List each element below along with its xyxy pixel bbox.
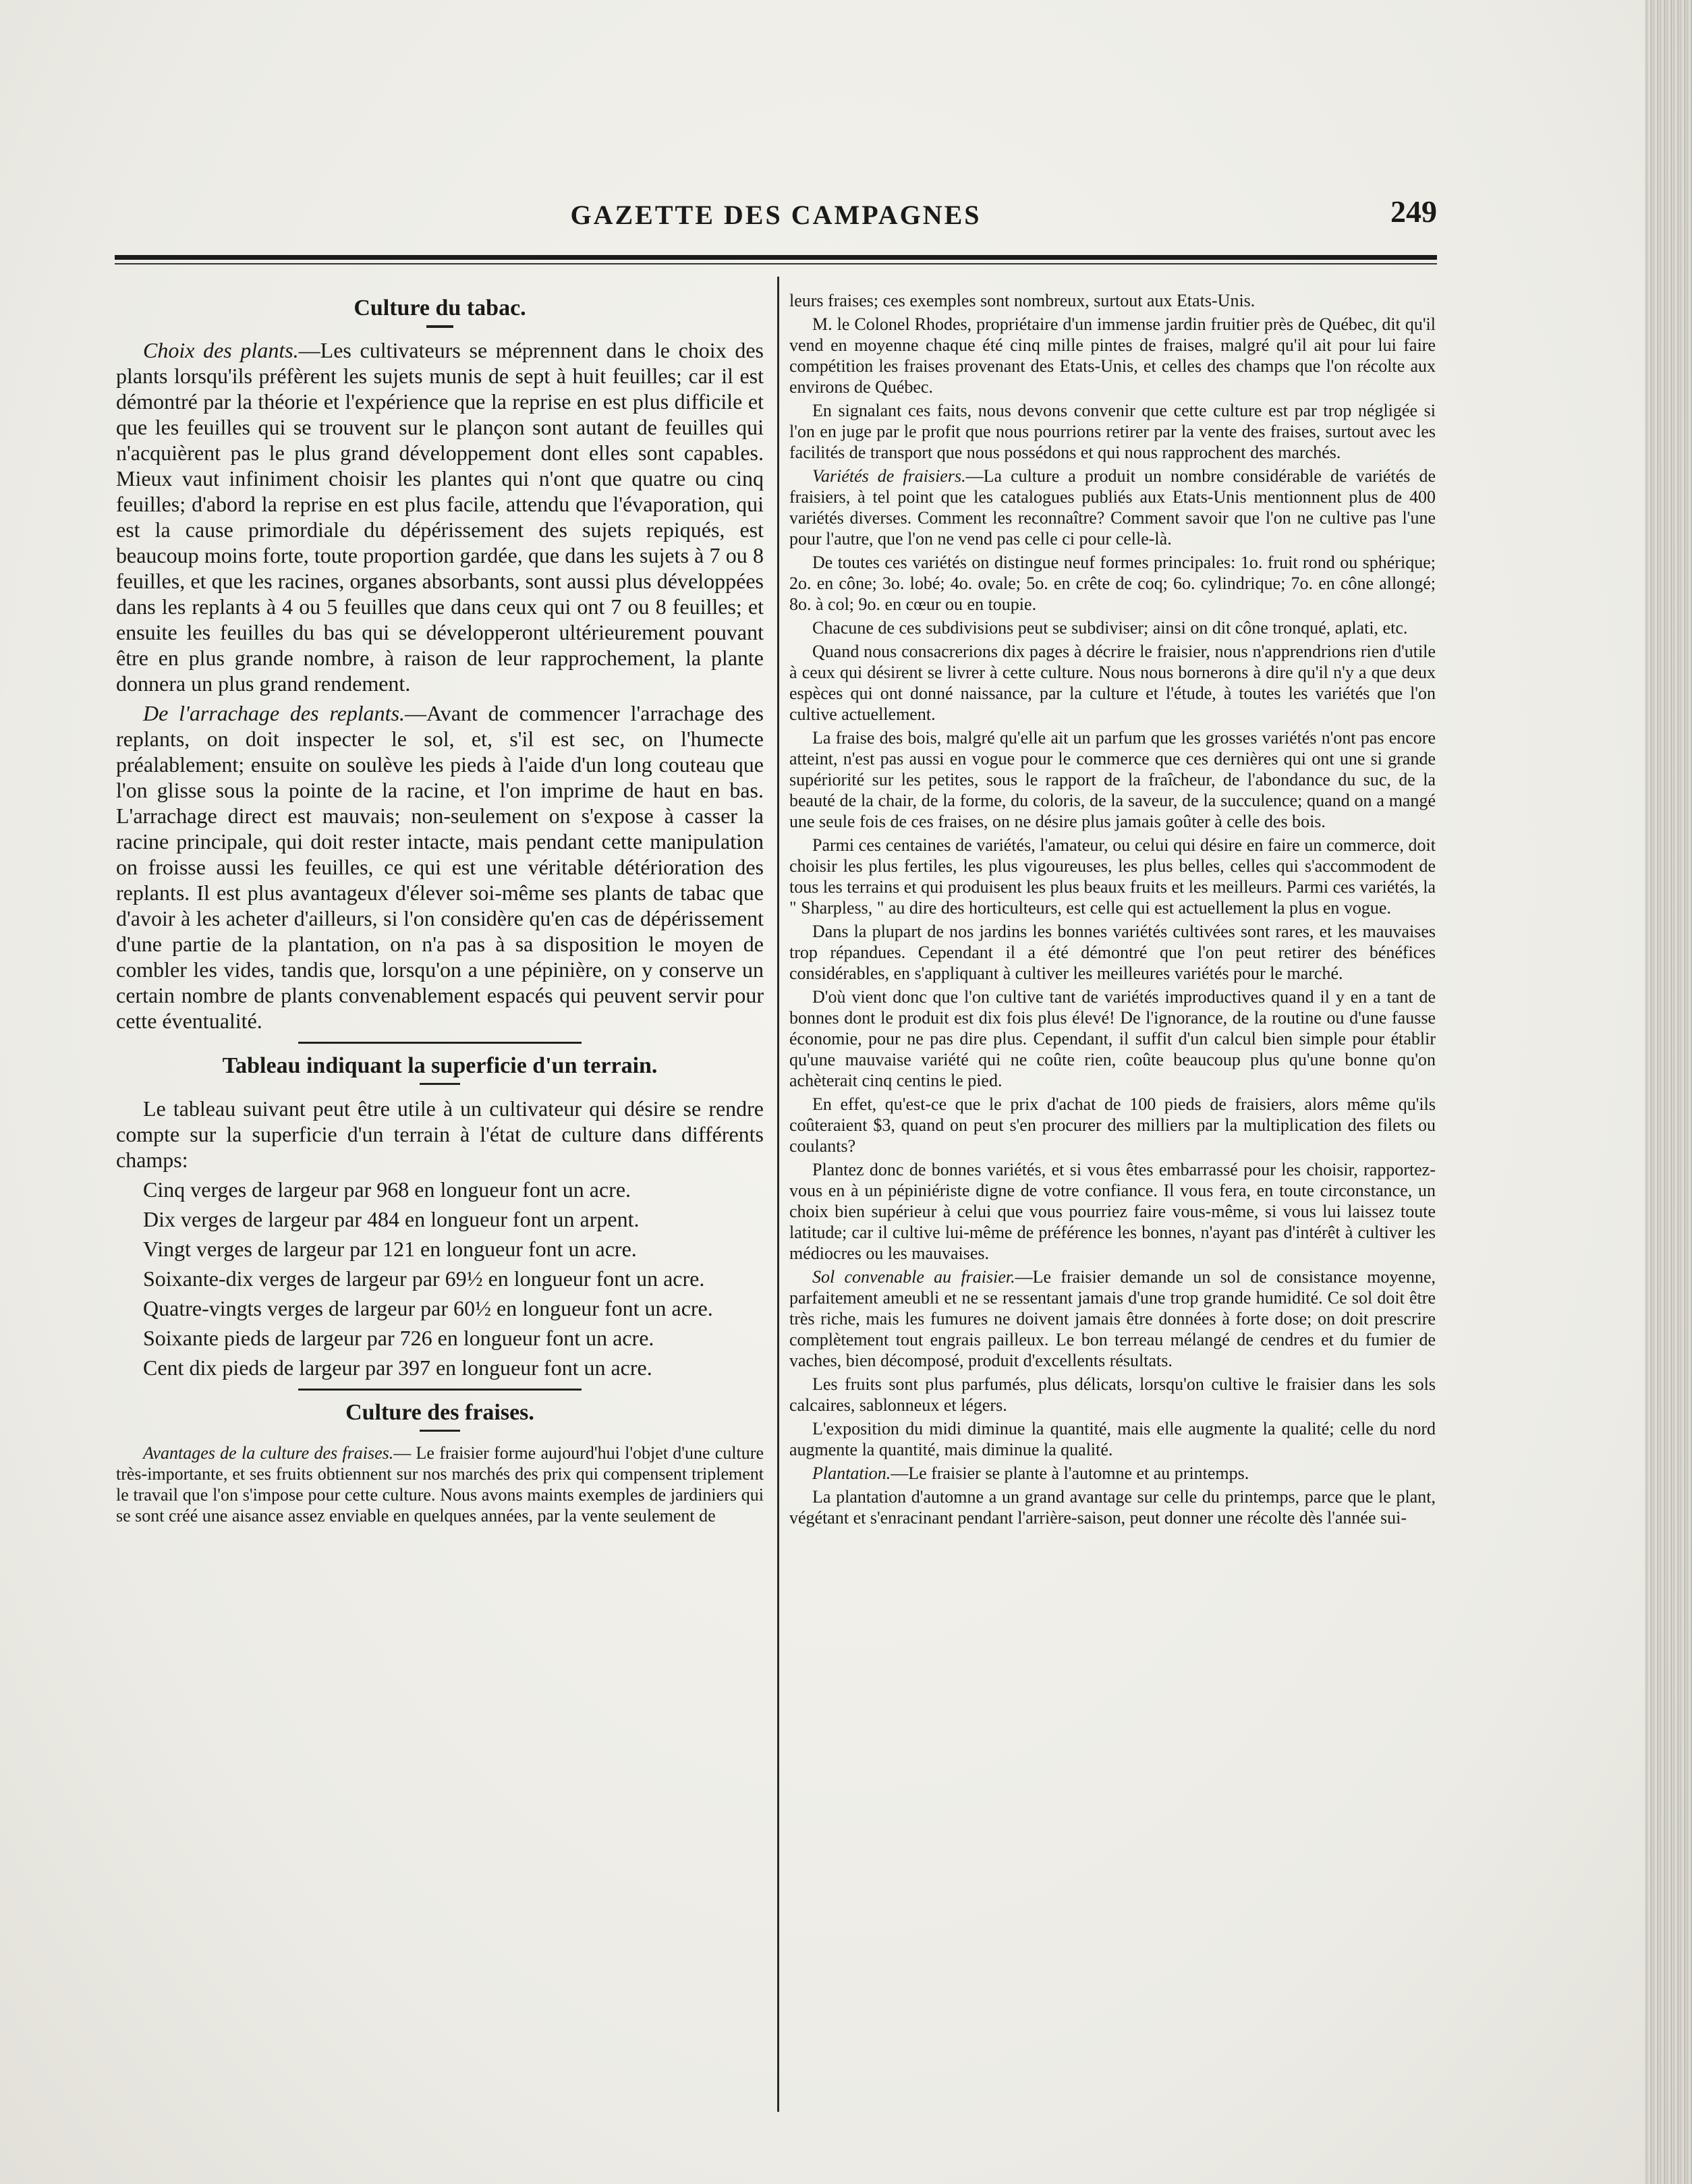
paragraph-lead: Sol convenable au fraisier. bbox=[812, 1267, 1015, 1287]
header-rule bbox=[115, 255, 1437, 260]
paragraph: Dans la plupart de nos jardins les bonnes variétés cultivées sont rares, et les mauvaises trop répandues. Cependant il a été démontré que l'on peut retirer des bénéfices considérables, en s'appliquant à cultiver les meilleures variétés pour le marché. bbox=[789, 922, 1436, 983]
table-row: Dix verges de largeur par 484 en longueur font un arpent. bbox=[143, 1207, 640, 1231]
paragraph: En effet, qu'est-ce que le prix d'achat de 100 pieds de fraisiers, alors même qu'ils coûteraient $3, quand on peut s'en procurer des milliers par la multiplication des filets ou coulants? bbox=[789, 1094, 1436, 1156]
paragraph: D'où vient donc que l'on cultive tant de variétés improductives quand il y en a tant de bonnes dont le produit est dix fois plus élevé! De l'ignorance, de la routine ou d'une fausse économie, pour ne pas dire plus. Cependant, il suffit d'un calcul bien simple pour établir qu'une mauvaise variété qui ne coûte rien, coûte beaucoup plus qu'une bonne qu'on achèterait cinq centins le pied. bbox=[789, 987, 1436, 1090]
paragraph bbox=[116, 1443, 764, 1526]
title-dash bbox=[420, 1430, 460, 1432]
table-row: Soixante pieds de largeur par 726 en longueur font un acre. bbox=[143, 1326, 654, 1350]
table-row: Quatre-vingts verges de largeur par 60½ en longueur font un acre. bbox=[143, 1296, 713, 1320]
section-separator bbox=[298, 1389, 582, 1391]
paragraph-lead: Plantation. bbox=[812, 1463, 891, 1483]
table-row: Cinq verges de largeur par 968 en longueur font un acre. bbox=[143, 1177, 631, 1202]
section-title-fraises: Culture des fraises. bbox=[345, 1400, 534, 1425]
paragraph-text: —Le fraisier demande un sol de consistance moyenne, parfaitement ameubli et ne se ressentant jamais d'une trop grande humidité. Ce sol doit être très riche, mais les fumures ne doivent jamais être données à forte dose; on doit prescrire complètement tout engrais pailleux. Le bon terreau mélangé de cendres et du fumier de vaches, bien décomposé, produit d'excellents résultats. bbox=[789, 1267, 1436, 1370]
section-separator bbox=[298, 1042, 582, 1044]
paragraph: M. le Colonel Rhodes, propriétaire d'un immense jardin fruitier près de Québec, dit qu'il vend en moyenne chaque été cinq mille pintes de fraises, malgré qu'il ait pour lui faire compétition les fraises provenant des Etats-Unis, et celles des champs que l'on récolte aux environs de Québec. bbox=[789, 314, 1436, 397]
paragraph-text: — Le fraisier forme aujourd'hui l'objet d'une culture très-importante, et ses fruits obtiennent sur nos marchés des prix qui compensent triplement le travail que l'on s'impose pour cette culture. Nous avons maints exemples de jardiniers qui se sont créé une aisance assez enviable en quelques années, par la vente seulement de bbox=[116, 1443, 764, 1525]
paragraph-text: —Le fraisier se plante à l'automne et au printemps. bbox=[891, 1463, 1249, 1483]
paragraph: La plantation d'automne a un grand avantage sur celle du printemps, parce que le plant, végétant et s'enracinant pendant l'arrière-saison, peut donner une récolte dès l'année sui- bbox=[789, 1487, 1436, 1528]
header-rule-thin bbox=[115, 263, 1437, 264]
paragraph: leurs fraises; ces exemples sont nombreux, surtout aux Etats-Unis. bbox=[789, 291, 1256, 310]
right-column bbox=[789, 290, 1436, 2112]
paragraph-lead: Choix des plants. bbox=[143, 338, 299, 362]
paragraph-text: —La culture a produit un nombre considérable de variétés de fraisiers, à tel point que les catalogues publiés aux Etats-Unis mentionnent plus de 400 variétés diverses. Comment les reconnaître? Comment savoir que l'on ne cultive pas l'une pour l'autre, que l'on ne vend pas celle ci pour celle-là. bbox=[789, 466, 1436, 549]
paragraph: Plantez donc de bonnes variétés, et si vous êtes embarrassé pour les choisir, rapportez-vous en à un pépiniériste digne de votre confiance. Il vous fera, en toute circonstance, un choix bien supérieur à celui que vous pourriez faire vous-même, si vous lui laissez toute latitude; car il cultive lui-même de préférence les bonnes, n'ayant pas d'intérêt à cultiver les médiocres ou les mauvaises. bbox=[789, 1160, 1436, 1263]
paragraph: La fraise des bois, malgré qu'elle ait un parfum que les grosses variétés n'ont pas encore atteint, n'est pas aussi en vogue pour le commerce que ces dernières qui ont une si grande supériorité sur les petites, sous le rapport de la fraîcheur, de l'abondance du suc, de la beauté de la chair, de la forme, du coloris, de la saveur, de la succulence; quand on a mangé une seule fois de ces fraises, on ne désire plus jamais goûter à celle des bois. bbox=[789, 728, 1436, 831]
table-row: Vingt verges de largeur par 121 en longueur font un acre. bbox=[143, 1237, 637, 1261]
table-row: Cent dix pieds de largeur par 397 en longueur font un acre. bbox=[143, 1355, 652, 1380]
title-dash bbox=[420, 1083, 460, 1085]
paragraph: En signalant ces faits, nous devons convenir que cette culture est par trop négligée si l'on en juge par le profit que nous pourrions retirer par la vente des fraises, surtout avec les facilités de transport que nous possédons et qui nous rapprochent des marchés. bbox=[789, 401, 1436, 462]
page-number: 249 bbox=[1390, 194, 1437, 229]
paragraph: Les fruits sont plus parfumés, plus délicats, lorsqu'on cultive le fraisier dans les sols calcaires, sablonneux et légers. bbox=[789, 1374, 1436, 1415]
paragraph: Parmi ces centaines de variétés, l'amateur, ou celui qui désire en faire un commerce, doit choisir les plus fertiles, les plus vigoureuses, les plus belles, celles qui s'accommodent de tous les terrains et qui produisent les plus beaux fruits et les meilleurs. Parmi ces variétés, la " Sharpless, " au dire des horticulteurs, est celle qui est actuellement la plus en vogue. bbox=[789, 835, 1436, 918]
paragraph bbox=[789, 1266, 1436, 1371]
paragraph: De toutes ces variétés on distingue neuf formes principales: 1o. fruit rond ou sphérique; 2o. en cône; 3o. lobé; 4o. ovale; 5o. en crête de coq; 6o. cylindrique; 7o. en cône allongé; 8o. à col; 9o. en cœur ou en toupie. bbox=[789, 553, 1436, 614]
paragraph: L'exposition du midi diminue la quantité, mais elle augmente la qualité; celle du nord augmente la quantité, mais diminue la qualité. bbox=[789, 1419, 1436, 1459]
left-column bbox=[116, 290, 764, 2112]
paragraph-lead: De l'arrachage des replants. bbox=[143, 701, 405, 725]
title-dash bbox=[426, 325, 453, 328]
paragraph-text: —Les cultivateurs se méprennent dans le choix des plants lorsqu'ils préfèrent les sujets munis de sept à huit feuilles; car il est démontré par la théorie et l'expérience que la reprise en est plus difficile et que les feuilles qui se trouvent sur le plançon sont autant de feuilles qui n'acquièrent pas le plus grand développement dont elles sont capables. Mieux vaut infiniment choisir les plantes qui n'ont que quatre ou cinq feuilles; d'abord la reprise en est plus facile, attendu que l'évaporation, qui est la cause primordiale du dépérissement des sujets repiqués, est beaucoup moins forte, toute proportion gardée, que dans les sujets à 7 ou 8 feuilles, et que les racines, organes absorbants, sont aussi plus développées dans les replants à 4 ou 5 feuilles que dans ceux qui ont 7 ou 8 feuilles; et ensuite les feuilles du bas qui se développeront ultérieurement pouvant être en plus grande nombre, à raison de leur rapprochement, la plante donnera un plus grand rendement. bbox=[116, 338, 764, 696]
paragraph bbox=[789, 1463, 1436, 1484]
section-title-tableau: Tableau indiquant la superficie d'un terrain. bbox=[222, 1053, 658, 1078]
paragraph bbox=[789, 466, 1436, 549]
paragraph: Quand nous consacrerions dix pages à décrire le fraisier, nous n'apprendrions rien d'utile à ceux qui désirent se livrer à cette culture. Nous nous bornerons à dire qu'il n'y a que deux espèces qui ont donné naissance, par la culture et l'étude, à toutes les variétés que l'on cultive actuellement. bbox=[789, 642, 1436, 724]
paragraph: Chacune de ces subdivisions peut se subdiviser; ainsi on dit cône tronqué, aplati, etc. bbox=[812, 618, 1408, 638]
paragraph bbox=[116, 337, 764, 696]
paragraph-lead: Avantages de la culture des fraises. bbox=[143, 1443, 394, 1463]
publication-title: GAZETTE DES CAMPAGNES bbox=[570, 200, 982, 230]
paragraph-lead: Variétés de fraisiers. bbox=[812, 466, 966, 486]
column-divider bbox=[777, 277, 779, 2112]
paragraph-text: —Avant de commencer l'arrachage des replants, on doit inspecter le sol, et, s'il est sec, on l'humecte préalablement; ensuite on soulève les pieds à l'aide d'un long couteau que l'on glisse sous la pointe de la racine, et l'on imprime de haut en bas. L'arrachage direct est mauvais; non-seulement on s'expose à casser la racine principale, qui doit rester intacte, mais pendant cette manipulation on froisse aussi les feuilles, ce qui est une véritable détérioration des replants. Il est plus avantageux d'élever soi-même ses plants de tabac que d'avoir à les acheter d'ailleurs, si l'on considère qu'en cas de dépérissement d'une partie de la plantation, on n'a pas à sa disposition le moyen de combler les vides, tandis que, lorsqu'on a une pépinière, on y conserve un certain nombre de plants convenablement espacés qui peuvent servir pour cette éventualité. bbox=[116, 701, 764, 1033]
paragraph bbox=[116, 700, 764, 1034]
page-edge bbox=[1645, 0, 1692, 2184]
paragraph: Le tableau suivant peut être utile à un cultivateur qui désire se rendre compte sur la superficie d'un terrain à l'état de culture dans différents champs: bbox=[116, 1096, 764, 1172]
table-row: Soixante-dix verges de largeur par 69½ en longueur font un acre. bbox=[143, 1266, 705, 1291]
section-title-tabac: Culture du tabac. bbox=[354, 296, 526, 320]
page-header bbox=[115, 192, 1437, 246]
